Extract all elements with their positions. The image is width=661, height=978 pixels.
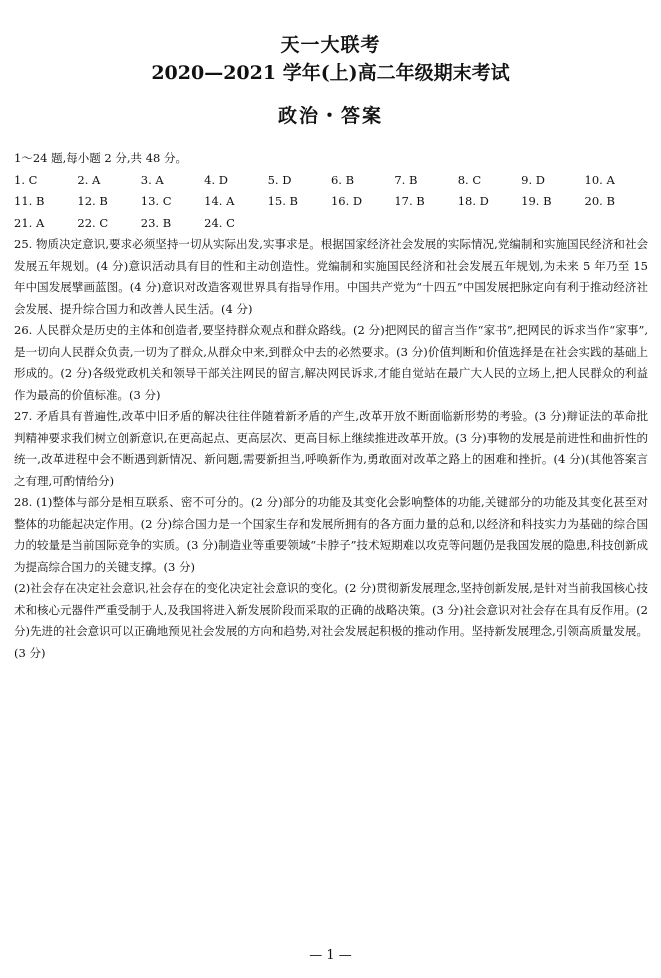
answer-item: 18. D	[457, 194, 489, 208]
answer-item: 8. C	[457, 172, 482, 187]
answer-item: 7. B	[394, 172, 418, 187]
answer-item: 11. B	[14, 194, 45, 208]
answer-item: 13. C	[140, 194, 172, 208]
question-25-answer: 25. 物质决定意识,要求必须坚持一切从实际出发,实事求是。根据国家经济社会发展的实际情况,党编制和实施国民经济和社会发展五年规划。(4 分)意识活动具有目的性和主动创造性。党编制和实施国民经济和社会发展五年规划,为未来 5 年乃至 15 年中国发展擘画蓝图。(4 分)意识对改造客观世界具有指导作用。中国共产党为“十四五”中国发展把脉定向有利于推动经济社会发展、提升综合国力和改善人民生活。(4 分)	[14, 237, 648, 316]
answer-item: 19. B	[521, 194, 552, 208]
answer-item: 21. A	[14, 215, 45, 230]
answer-item: 3. A	[140, 172, 164, 187]
answer-item: 15. B	[267, 194, 298, 208]
answer-item: 5. D	[267, 172, 292, 187]
question-26-answer: 26. 人民群众是历史的主体和创造者,要坚持群众观点和群众路线。(2 分)把网民的留言当作“家书”,把网民的诉求当作“家事”,是一切向人民群众负责,一切为了群众,从群众中来,到群众中去的必然要求。(3 分)价值判断和价值选择是在社会实践的基础上形成的。(2 分)各级党政机关和领导干部关注网民的留言,解决网民诉求,才能自觉站在最广大人民的立场上,把人民群众的利益作为最高的价值标准。(3 分)	[14, 323, 648, 402]
answer-item: 4. D	[204, 172, 229, 187]
answer-item: 1. C	[14, 172, 38, 187]
answer-body	[14, 148, 648, 664]
multiple-choice-intro: 1～24 题,每小题 2 分,共 48 分。	[14, 151, 187, 165]
organization-title: 天一大联考	[280, 34, 381, 56]
answer-item: 6. B	[330, 172, 355, 187]
answer-item: 10. A	[584, 172, 615, 187]
answer-item: 20. B	[584, 194, 615, 208]
answer-item: 23. B	[140, 215, 172, 230]
answer-item: 24. C	[204, 215, 235, 230]
answer-item: 22. C	[77, 215, 109, 230]
answer-item: 9. D	[521, 172, 545, 187]
subject-title: 政治・答案	[277, 105, 383, 127]
answer-item: 14. A	[204, 194, 235, 208]
answer-row	[14, 191, 648, 213]
page-number: — 1 —	[309, 948, 352, 963]
answer-row	[14, 170, 648, 192]
exam-title: 2020—2021 学年(上)高二年级期末考试	[151, 62, 510, 84]
answer-item: 12. B	[77, 194, 108, 208]
question-27-answer: 27. 矛盾具有普遍性,改革中旧矛盾的解决往往伴随着新矛盾的产生,改革开放不断面临新形势的考验。(3 分)辩证法的革命批判精神要求我们树立创新意识,在更高起点、更高层次、更高目标上继续推进改革开放。(3 分)事物的发展是前进性和曲折性的统一,改革进程中会不断遇到新情况、新问题,需要新担当,呼唤新作为,勇敢面对改革之路上的困难和挫折。(4 分)(其他答案言之有理,可酌情给分)	[14, 409, 648, 488]
question-28-part1-answer: 28. (1)整体与部分是相互联系、密不可分的。(2 分)部分的功能及其变化会影响整体的功能,关键部分的功能及其变化甚至对整体的功能起决定作用。(2 分)综合国力是一个国家生存和发展所拥有的各方面力量的总和,以经济和科技实力为基础的综合国力的较量是当前国际竞争的实质。(3 分)制造业等重要领域“卡脖子”技术短期难以攻克等问题仍是我国发展的隐患,科技创新成为提高综合国力的关键支撑。(3 分)	[14, 495, 648, 574]
answer-row	[14, 213, 648, 235]
question-28-part2-answer: (2)社会存在决定社会意识,社会存在的变化决定社会意识的变化。(2 分)贯彻新发展理念,坚持创新发展,是针对当前我国核心技术和核心元器件严重受制于人,及我国将进入新发展阶段而采取的正确的战略决策。(3 分)社会意识对社会存在具有反作用。(2 分)先进的社会意识可以正确地预见社会发展的方向和趋势,对社会发展起积极的推动作用。坚持新发展理念,引领高质量发展。(3 分)	[14, 581, 648, 660]
answer-item: 17. B	[394, 194, 425, 208]
answer-item: 16. D	[330, 194, 363, 208]
answer-item: 2. A	[77, 172, 101, 187]
